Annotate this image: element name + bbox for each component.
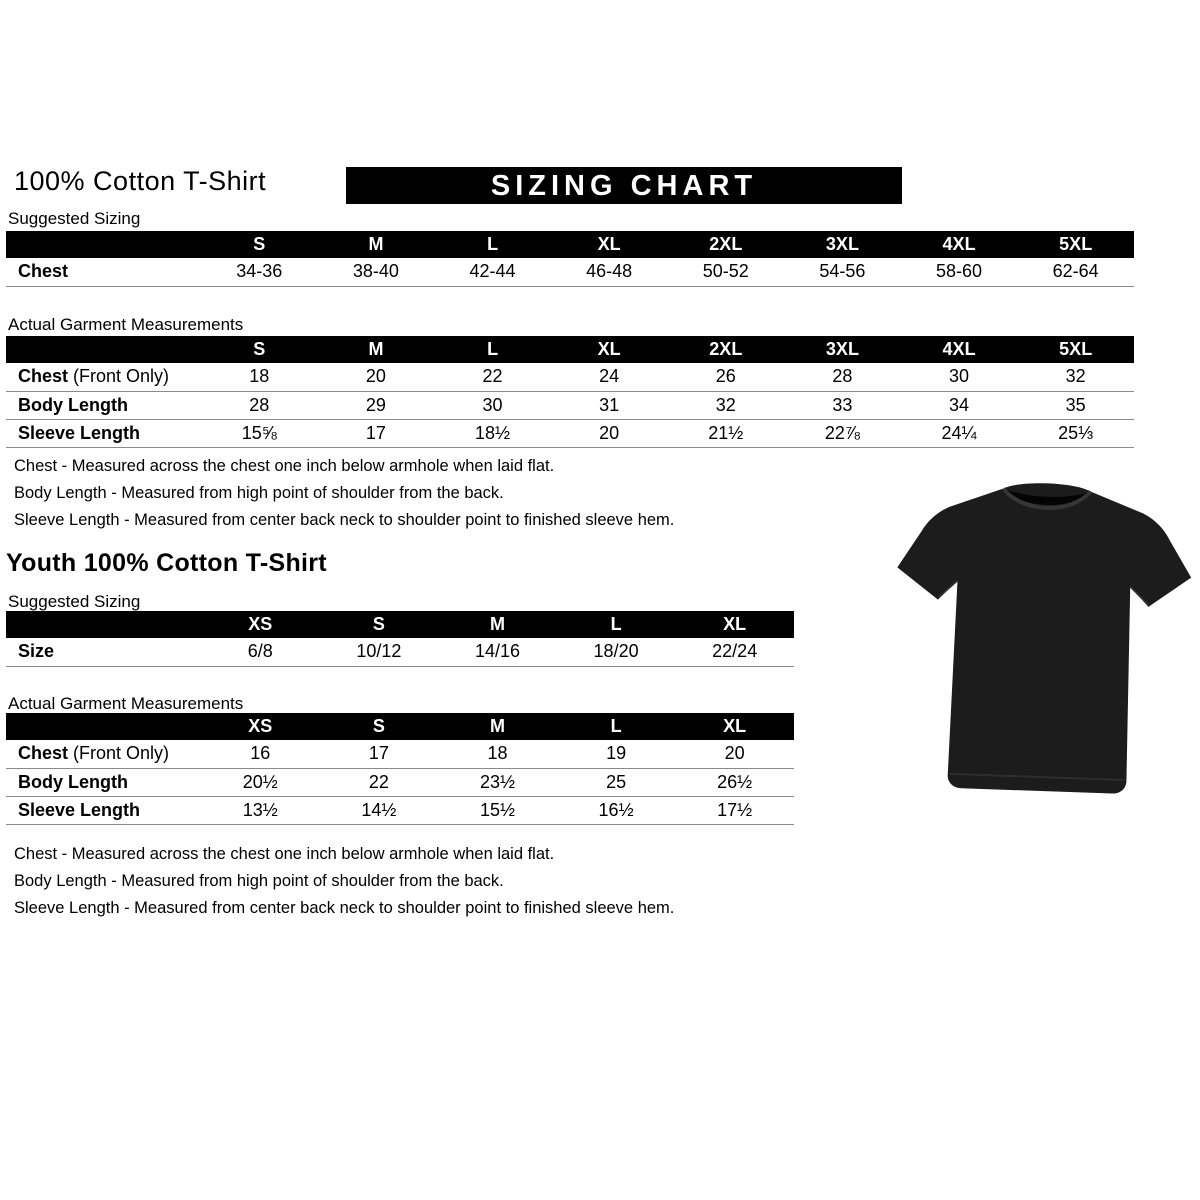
adult-suggested-sizing-table — [6, 231, 1134, 287]
label-column-header — [6, 611, 201, 638]
size-column-header: 2XL — [668, 336, 785, 363]
measurement-cell: 20 — [551, 419, 668, 447]
size-column-header: 4XL — [901, 336, 1018, 363]
table-row — [6, 363, 1134, 391]
header-row — [6, 231, 1134, 258]
measurement-cell: 30 — [901, 363, 1018, 391]
youth-measurement-notes — [14, 841, 674, 922]
tshirt-illustration — [887, 463, 1197, 811]
youth-actual-measurements-label: Actual Garment Measurements — [8, 694, 244, 713]
header-row — [6, 713, 794, 740]
row-label: Sleeve Length — [6, 419, 201, 447]
size-column-header: XL — [551, 336, 668, 363]
label-column-header — [6, 713, 201, 740]
note-sleeve-length: Sleeve Length - Measured from center back neck to shoulder point to finished sleeve hem. — [14, 899, 675, 917]
tshirt-image — [887, 463, 1197, 811]
page-title: 100% Cotton T-Shirt — [14, 166, 267, 196]
size-column-header: XS — [201, 611, 320, 638]
measurement-cell: 20 — [675, 740, 794, 768]
size-column-header: 2XL — [668, 231, 785, 258]
measurement-cell: 16½ — [557, 796, 676, 824]
row-label: Chest (Front Only) — [6, 740, 201, 768]
row-label: Body Length — [6, 391, 201, 419]
measurement-cell: 21½ — [668, 419, 785, 447]
label-column-header — [6, 336, 201, 363]
size-column-header: 5XL — [1017, 336, 1134, 363]
table-row — [6, 768, 794, 796]
size-column-header: S — [201, 336, 318, 363]
measurement-cell: 22⅞ — [784, 419, 901, 447]
measurement-cell: 18 — [438, 740, 557, 768]
note-sleeve-length: Sleeve Length - Measured from center back neck to shoulder point to finished sleeve hem. — [14, 511, 675, 529]
table-row — [6, 419, 1134, 447]
adult-measurement-notes — [14, 453, 674, 534]
size-column-header: M — [438, 713, 557, 740]
measurement-cell: 16 — [201, 740, 320, 768]
header-row — [6, 336, 1134, 363]
size-column-header: M — [438, 611, 557, 638]
measurement-cell: 58-60 — [901, 258, 1018, 286]
adult-actual-measurements-table — [6, 336, 1134, 448]
size-column-header: XL — [675, 713, 794, 740]
measurement-cell: 17 — [318, 419, 435, 447]
note-body-length: Body Length - Measured from high point of shoulder from the back. — [14, 484, 504, 502]
table-row — [6, 391, 1134, 419]
youth-actual-measurements-table — [6, 713, 794, 825]
row-label: Sleeve Length — [6, 796, 201, 824]
measurement-cell: 24 — [551, 363, 668, 391]
youth-suggested-sizing-label: Suggested Sizing — [8, 592, 141, 611]
measurement-cell: 31 — [551, 391, 668, 419]
measurement-cell: 14½ — [320, 796, 439, 824]
row-label: Size — [6, 638, 201, 666]
measurement-cell: 15½ — [438, 796, 557, 824]
measurement-cell: 30 — [434, 391, 551, 419]
table-row — [6, 796, 794, 824]
note-body-length: Body Length - Measured from high point of shoulder from the back. — [14, 872, 504, 890]
size-column-header: 3XL — [784, 336, 901, 363]
measurement-cell: 42-44 — [434, 258, 551, 286]
youth-title: Youth 100% Cotton T-Shirt — [6, 549, 327, 577]
size-column-header: 4XL — [901, 231, 1018, 258]
youth-suggested-sizing-table — [6, 611, 794, 667]
measurement-cell: 38-40 — [318, 258, 435, 286]
measurement-cell: 29 — [318, 391, 435, 419]
measurement-cell: 32 — [1017, 363, 1134, 391]
adult-suggested-sizing-label: Suggested Sizing — [8, 209, 141, 228]
size-column-header: XL — [675, 611, 794, 638]
measurement-cell: 33 — [784, 391, 901, 419]
table-row — [6, 740, 794, 768]
measurement-cell: 24¼ — [901, 419, 1018, 447]
measurement-cell: 19 — [557, 740, 676, 768]
header-row — [6, 611, 794, 638]
sizing-chart-banner: SIZING CHART — [346, 167, 902, 204]
measurement-cell: 54-56 — [784, 258, 901, 286]
size-column-header: M — [318, 231, 435, 258]
note-chest: Chest - Measured across the chest one inch below armhole when laid flat. — [14, 845, 555, 863]
size-column-header: L — [434, 231, 551, 258]
measurement-cell: 17½ — [675, 796, 794, 824]
measurement-cell: 32 — [668, 391, 785, 419]
measurement-cell: 23½ — [438, 768, 557, 796]
tshirt-body — [890, 478, 1195, 796]
size-column-header: XL — [551, 231, 668, 258]
measurement-cell: 17 — [320, 740, 439, 768]
measurement-cell: 28 — [784, 363, 901, 391]
measurement-cell: 34 — [901, 391, 1018, 419]
label-column-header — [6, 231, 201, 258]
measurement-cell: 18½ — [434, 419, 551, 447]
measurement-cell: 13½ — [201, 796, 320, 824]
measurement-cell: 22 — [434, 363, 551, 391]
measurement-cell: 10/12 — [320, 638, 439, 666]
measurement-cell: 28 — [201, 391, 318, 419]
measurement-cell: 50-52 — [668, 258, 785, 286]
measurement-cell: 25⅓ — [1017, 419, 1134, 447]
measurement-cell: 26 — [668, 363, 785, 391]
measurement-cell: 6/8 — [201, 638, 320, 666]
measurement-cell: 62-64 — [1017, 258, 1134, 286]
size-column-header: S — [320, 713, 439, 740]
size-column-header: 5XL — [1017, 231, 1134, 258]
size-column-header: L — [434, 336, 551, 363]
row-label: Chest — [6, 258, 201, 286]
adult-actual-measurements-label: Actual Garment Measurements — [8, 315, 244, 334]
size-column-header: L — [557, 611, 676, 638]
size-column-header: S — [201, 231, 318, 258]
measurement-cell: 20½ — [201, 768, 320, 796]
measurement-cell: 18/20 — [557, 638, 676, 666]
measurement-cell: 25 — [557, 768, 676, 796]
size-column-header: S — [320, 611, 439, 638]
measurement-cell: 20 — [318, 363, 435, 391]
size-column-header: XS — [201, 713, 320, 740]
size-column-header: M — [318, 336, 435, 363]
table-row — [6, 258, 1134, 286]
measurement-cell: 14/16 — [438, 638, 557, 666]
row-label: Chest (Front Only) — [6, 363, 201, 391]
measurement-cell: 26½ — [675, 768, 794, 796]
size-column-header: 3XL — [784, 231, 901, 258]
measurement-cell: 34-36 — [201, 258, 318, 286]
measurement-cell: 22/24 — [675, 638, 794, 666]
row-label: Body Length — [6, 768, 201, 796]
measurement-cell: 46-48 — [551, 258, 668, 286]
note-chest: Chest - Measured across the chest one inch below armhole when laid flat. — [14, 457, 555, 475]
measurement-cell: 18 — [201, 363, 318, 391]
table-row — [6, 638, 794, 666]
measurement-cell: 35 — [1017, 391, 1134, 419]
measurement-cell: 22 — [320, 768, 439, 796]
size-column-header: L — [557, 713, 676, 740]
measurement-cell: 15⅝ — [201, 419, 318, 447]
